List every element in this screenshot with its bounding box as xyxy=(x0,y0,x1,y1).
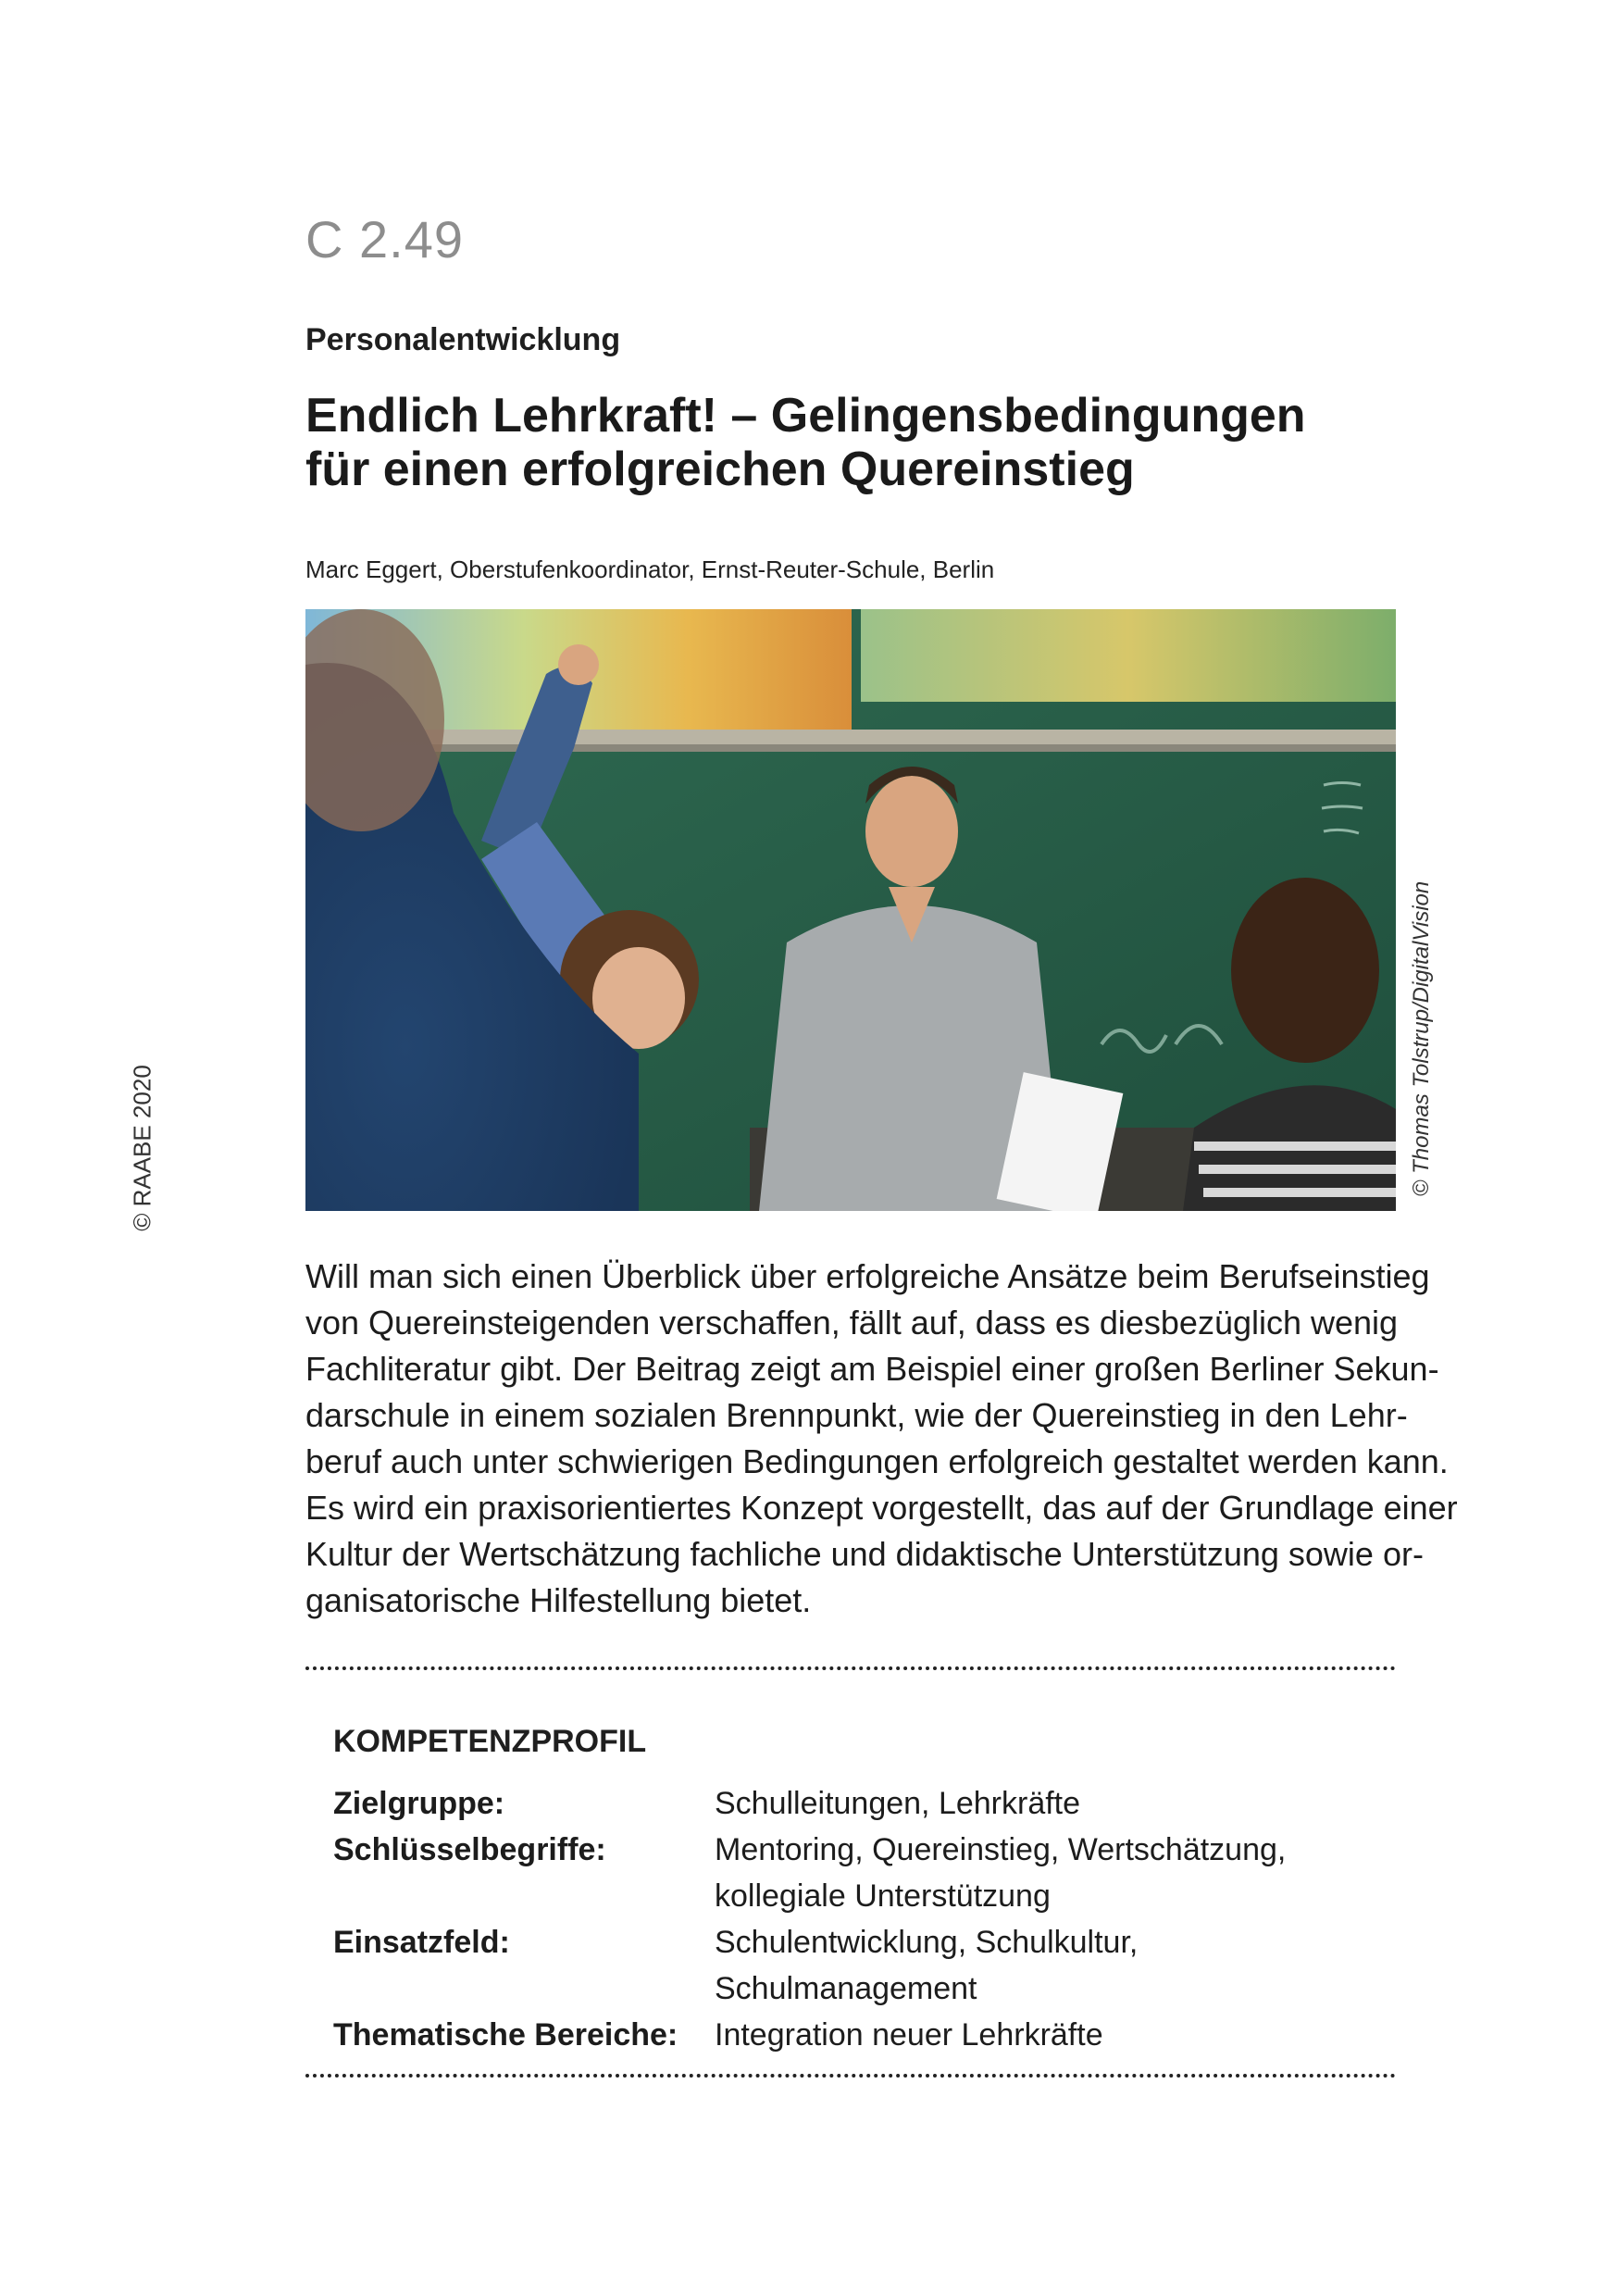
profile-value xyxy=(715,1780,1396,1827)
abstract-line: darschule in einem sozialen Brennpunkt, wie der Quereinstieg in den Lehr- xyxy=(305,1396,1408,1434)
profile-row xyxy=(333,1780,1396,1827)
competence-profile xyxy=(333,1724,1396,2058)
abstract-line: beruf auch unter schwierigen Bedingungen erfolgreich gestaltet werden kann. xyxy=(305,1442,1449,1480)
profile-row xyxy=(333,2012,1396,2058)
profile-value-line: Schulentwicklung, Schulkultur, Schulmanagement xyxy=(715,1925,1139,2006)
profile-label: Thematische Bereiche: xyxy=(333,2017,678,2053)
profile-heading: KOMPETENZPROFIL xyxy=(333,1724,647,1759)
profile-label: Einsatzfeld: xyxy=(333,1925,510,1960)
article-title xyxy=(305,389,1416,496)
profile-value-line: Schulleitungen, Lehrkräfte xyxy=(715,1786,1081,1821)
profile-row xyxy=(333,1919,1396,2012)
title-line-1: Endlich Lehrkraft! – Gelingensbedingungen xyxy=(305,389,1306,443)
profile-label: Zielgruppe: xyxy=(333,1786,505,1821)
abstract xyxy=(305,1254,1458,1624)
photo-credit: © Thomas Tolstrup/DigitalVision xyxy=(1409,880,1434,1197)
classroom-photo xyxy=(305,609,1396,1211)
dotted-divider xyxy=(305,2074,1396,2078)
profile-value xyxy=(715,2012,1396,2058)
profile-label: Schlüsselbegriffe: xyxy=(333,1832,606,1867)
profile-value xyxy=(715,1827,1396,1919)
dotted-divider xyxy=(305,1666,1396,1670)
abstract-line: Es wird ein praxisorientiertes Konzept vorgestellt, das auf der Grundlage einer xyxy=(305,1489,1458,1527)
abstract-line: Will man sich einen Überblick über erfolgreiche Ansätze beim Berufseinstieg xyxy=(305,1257,1430,1295)
article-code: C 2.49 xyxy=(305,210,464,268)
profile-value-line: Mentoring, Quereinstieg, Wertschätzung, xyxy=(715,1832,1287,1867)
abstract-line: Fachliteratur gibt. Der Beitrag zeigt am Beispiel einer großen Berliner Sekun- xyxy=(305,1350,1439,1388)
profile-row xyxy=(333,1827,1396,1919)
abstract-line: ganisatorische Hilfestellung bietet. xyxy=(305,1581,812,1619)
abstract-line: Kultur der Wertschätzung fachliche und didaktische Unterstützung sowie or- xyxy=(305,1535,1424,1573)
profile-value-line: Integration neuer Lehrkräfte xyxy=(715,2017,1103,2053)
abstract-line: von Quereinsteigenden verschaffen, fällt auf, dass es diesbezüglich wenig xyxy=(305,1304,1399,1341)
profile-value-line: kollegiale Unterstützung xyxy=(715,1878,1051,1914)
profile-value xyxy=(715,1919,1396,2012)
title-line-2: für einen erfolgreichen Quereinstieg xyxy=(305,443,1135,496)
side-copyright: © RAABE 2020 xyxy=(128,1065,156,1231)
author-line: Marc Eggert, Oberstufenkoordinator, Ernst-Reuter-Schule, Berlin xyxy=(305,555,995,583)
section-label: Personalentwicklung xyxy=(305,322,621,357)
classroom-illustration xyxy=(305,609,1396,1211)
